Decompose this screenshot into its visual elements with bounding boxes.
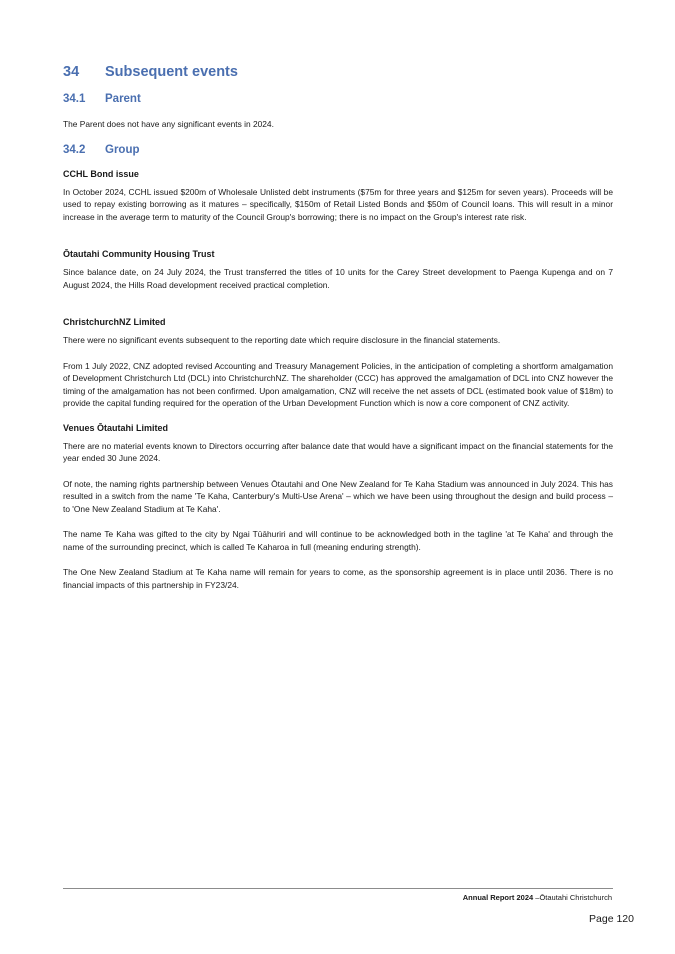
ochs-heading: Ōtautahi Community Housing Trust — [63, 249, 215, 259]
section-title: Subsequent events — [105, 64, 238, 80]
cnz-paragraph-2: From 1 July 2022, CNZ adopted revised Accounting and Treasury Management Policies, in the anticipation of completing a shortform amalgamation of Development Christchurch Ltd (DCL) into ChristchurchNZ. The shareholder (CCC) has approved the amalgamation of DCL into CNZ however the timing of the amalgamation has not been confirmed. Upon amalgamation, CNZ will receive the net assets of DCL (estimated book value of $18m) to provide the capital funding required for the operation of the Urban Development Function which is now a core component of CNZ activity. — [63, 360, 613, 408]
cchl-heading: CCHL Bond issue — [63, 168, 139, 179]
ochs-paragraph: Since balance date, on 24 July 2024, the Trust transferred the titles of 10 units for the Carey Street development to Paenga Kupenga and on 7 August 2024, the Hills Road development received practical completion. — [63, 267, 613, 290]
venues-paragraph-3: The name Te Kaha was gifted to the city by Ngai Tūāhuriri and will continue to be acknowledged both in the tagline 'at Te Kaha' and through the name of the surrounding precinct, which is called Te Kaharoa in full (meaning enduring strength). — [63, 529, 613, 552]
venues-paragraph-4: The One New Zealand Stadium at Te Kaha name will remain for years to come, as the sponsorship agreement is in place until 2036. There is no financial impacts of this partnership in FY23/24. — [63, 567, 613, 590]
cchl-paragraph: In October 2024, CCHL issued $200m of Wholesale Unlisted debt instruments ($75m for three years and $125m for seven years). Proceeds will be used to repay existing borrowing as it matures – specifically, $150m of Retail Listed Bonds and $50m of Council loans. This will result in a minor increase in the average term to maturity of the Council Group's borrowing; there is no impact on the Group's interest rate risk. — [63, 186, 613, 222]
footer-location: –Ōtautahi Christchurch — [533, 893, 612, 902]
subsection-title: Parent — [105, 93, 141, 105]
page-content — [63, 64, 613, 604]
venues-paragraph-2: Of note, the naming rights partnership between Venues Ōtautahi and One New Zealand for Te Kaha Stadium was announced in July 2024. This has resulted in a switch from the name 'Te Kaha, Canterbury's Multi-Use Arena' – which we have been using throughout the design and build process – to 'One New Zealand Stadium at Te Kaha'. — [63, 478, 613, 514]
subsection-heading-group — [63, 144, 613, 156]
cnz-heading: ChristchurchNZ Limited — [63, 317, 166, 327]
cnz-paragraph-1: There were no significant events subsequent to the reporting date which require disclosure in the financial statements. — [63, 335, 501, 345]
subsection-number: 34.1 — [63, 93, 86, 105]
footer-text — [463, 893, 612, 902]
venues-heading: Venues Ōtautahi Limited — [63, 422, 169, 433]
subsection-number: 34.2 — [63, 143, 86, 156]
section-number: 34 — [63, 64, 80, 80]
footer-report-title: Annual Report 2024 — [462, 893, 534, 902]
subsection-title: Group — [105, 143, 140, 156]
parent-paragraph: The Parent does not have any significant events in 2024. — [63, 119, 274, 129]
subsection-heading-parent — [63, 93, 613, 105]
section-heading — [63, 64, 613, 80]
venues-paragraph-1: There are no material events known to Directors occurring after balance date that would have a significant impact on the financial statements for the year ended 30 June 2024. — [63, 440, 613, 463]
footer-divider — [63, 888, 613, 889]
page-number: Page 120 — [589, 913, 634, 925]
